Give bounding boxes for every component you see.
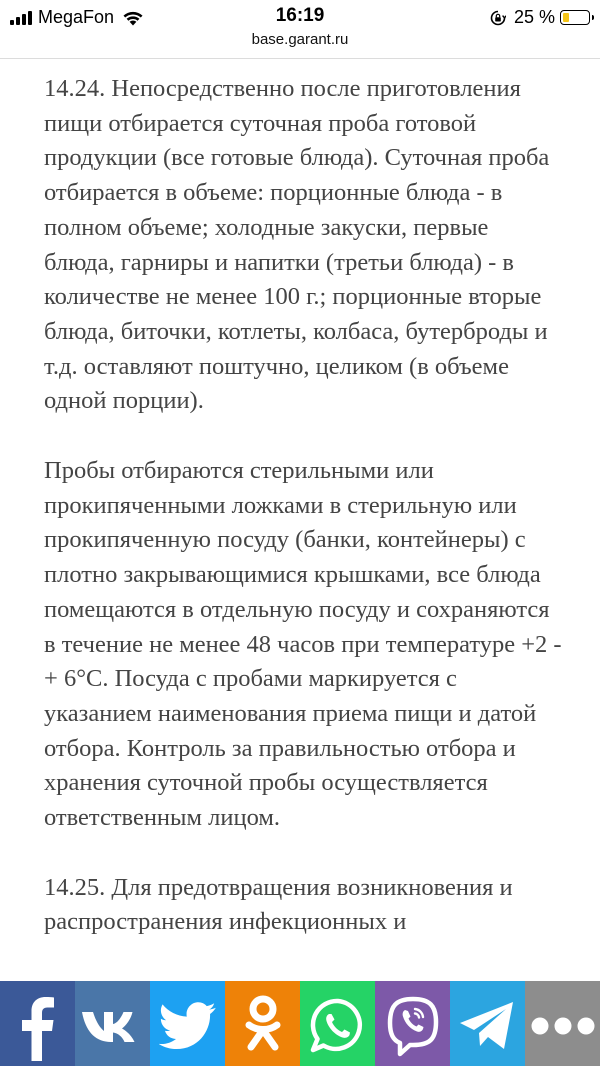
address-url[interactable]: base.garant.ru <box>251 31 349 48</box>
carrier-name: MegaFon <box>38 7 115 27</box>
rotation-lock-icon <box>490 10 506 26</box>
share-twitter-button[interactable] <box>150 981 225 1066</box>
share-bar <box>0 981 600 1066</box>
more-icon <box>530 1016 596 1036</box>
twitter-icon <box>159 1002 217 1050</box>
battery-percent: 25 % <box>513 7 555 27</box>
share-facebook-button[interactable] <box>0 981 75 1066</box>
status-right <box>490 7 590 28</box>
article-paragraph: 14.24. Непосредственно после приготовления пищи отбирается суточная проба готовой продукции (все готовые блюда). Суточная проба отбирается в объеме: порционные блюда - в полном объеме; холодные закуски, первые блюда, гарниры и напитки (третьи блюда) - в количестве не менее 100 г.; порционные вторые блюда, биточки, котлеты, колбаса, бутерброды и т.д. оставляют поштучно, целиком (в объеме одной порции). <box>44 75 550 415</box>
share-odnoklassniki-button[interactable] <box>225 981 300 1066</box>
article-paragraph: Пробы отбираются стерильными или прокипяченными ложками в стерильную или прокипяченную посуду (банки, контейнеры) с плотно закрывающимися крышками, все блюда помещаются в отдельную посуду и сохраняются в течение не менее 48 часов при температуре +2 -+ 6°С. Посуда с пробами маркируется с указанием наименования приема пищи и датой отбора. Контроль за правильностью отбора и хранения суточной пробы осуществляется ответственным лицом. <box>44 457 562 832</box>
share-viber-button[interactable] <box>375 981 450 1066</box>
share-more-button[interactable] <box>525 981 600 1066</box>
vk-icon <box>80 1006 146 1046</box>
viber-icon <box>383 994 443 1058</box>
odnoklassniki-icon <box>241 993 285 1059</box>
status-bar <box>0 0 600 59</box>
share-whatsapp-button[interactable] <box>300 981 375 1066</box>
telegram-icon <box>457 999 519 1053</box>
share-telegram-button[interactable] <box>450 981 525 1066</box>
article-body <box>44 72 564 975</box>
share-vk-button[interactable] <box>75 981 150 1066</box>
whatsapp-icon <box>308 996 368 1056</box>
article-paragraph: 14.25. Для предотвращения возникновения и распространения инфекционных и <box>44 873 513 936</box>
facebook-icon <box>13 991 63 1061</box>
battery-icon <box>560 10 590 25</box>
battery-level-fill <box>563 13 569 22</box>
clock: 16:19 <box>275 5 325 26</box>
